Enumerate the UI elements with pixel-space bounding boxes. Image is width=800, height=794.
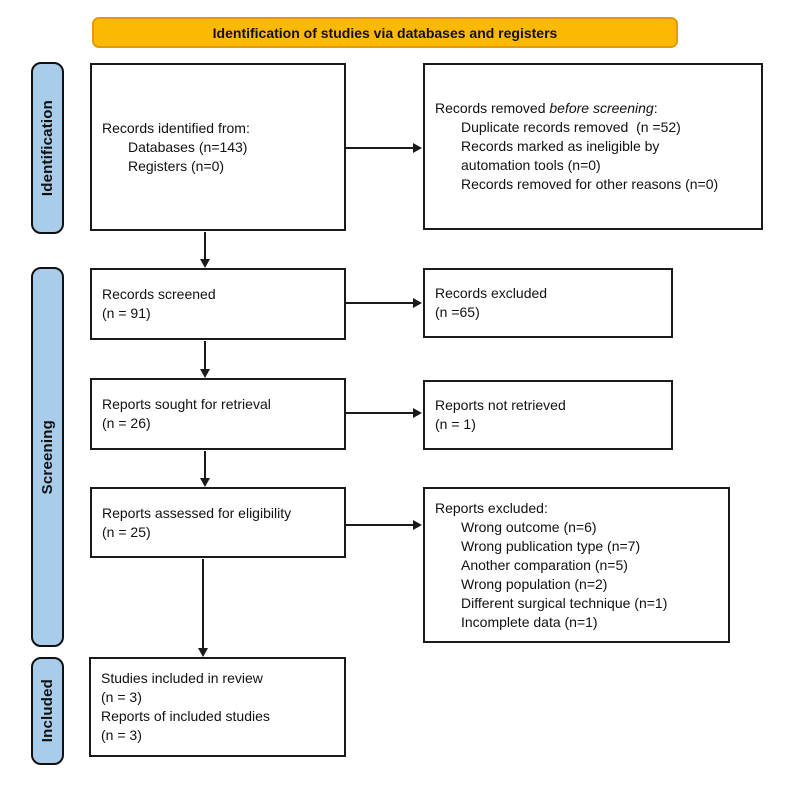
records-screened-title: Records screened (102, 286, 216, 302)
records-excluded-count: (n =65) (435, 304, 480, 320)
reports-excluded-reason-5: Different surgical technique (n=1) (461, 594, 668, 611)
reports-excluded-reason-3: Another comparation (n=5) (461, 556, 628, 573)
box-reports-not-retrieved (423, 380, 673, 450)
studies-included-count2: (n = 3) (101, 727, 142, 743)
reports-excluded-reason-6: Incomplete data (n=1) (461, 613, 598, 630)
stage-screening-label: Screening (39, 419, 56, 495)
reports-sought-title: Reports sought for retrieval (102, 396, 271, 412)
records-removed-title-italic: before screening (549, 100, 654, 116)
box-records-screened (90, 268, 346, 340)
banner-identification-via-databases (92, 17, 678, 48)
arrow-screened-to-excluded (346, 302, 414, 304)
banner-label: Identification of studies via databases and registers (212, 24, 558, 41)
arrow-sought-to-assessed (204, 451, 206, 479)
stage-identification (31, 62, 64, 234)
records-removed-automation-line2: automation tools (n=0) (461, 157, 601, 173)
stage-included (31, 657, 64, 765)
box-reports-assessed (90, 487, 346, 558)
studies-included-line3: Reports of included studies (101, 708, 270, 724)
records-removed-automation-line1: Records marked as ineligible by (461, 138, 660, 154)
reports-assessed-count: (n = 25) (102, 523, 151, 540)
box-reports-excluded (423, 487, 730, 643)
stage-screening (31, 267, 64, 647)
records-removed-duplicates: Duplicate records removed (n =52) (461, 119, 681, 135)
records-removed-title (435, 99, 753, 118)
records-removed-title-prefix: Records removed (435, 100, 550, 116)
reports-assessed-title: Reports assessed for eligibility (102, 504, 292, 521)
records-identified-title: Records identified from: (102, 119, 250, 136)
records-excluded-title: Records excluded (435, 285, 548, 301)
box-records-identified (90, 63, 346, 231)
box-reports-sought (90, 378, 346, 450)
reports-not-retrieved-count: (n = 1) (435, 416, 476, 432)
arrow-screened-to-sought (204, 341, 206, 370)
studies-included-count1: (n = 3) (101, 689, 142, 705)
arrow-assessed-to-excluded (346, 524, 414, 526)
box-studies-included (89, 657, 346, 757)
records-identified-registers: Registers (n=0) (128, 157, 225, 174)
studies-included-line1: Studies included in review (101, 670, 263, 686)
arrow-assessed-to-included (202, 559, 204, 649)
reports-excluded-title: Reports excluded: (435, 499, 548, 516)
reports-excluded-reason-2: Wrong publication type (n=7) (461, 537, 641, 554)
arrow-identified-to-removed (346, 147, 414, 149)
records-removed-other-reasons: Records removed for other reasons (n=0) (461, 176, 719, 192)
records-removed-title-suffix: : (653, 100, 658, 116)
reports-excluded-reason-4: Wrong population (n=2) (461, 575, 608, 592)
records-identified-databases: Databases (n=143) (128, 138, 248, 155)
arrow-identified-to-screened (204, 232, 206, 260)
reports-not-retrieved-title: Reports not retrieved (435, 397, 566, 413)
reports-excluded-reason-1: Wrong outcome (n=6) (461, 518, 597, 535)
arrow-sought-to-not-retrieved (346, 412, 414, 414)
stage-identification-label: Identification (39, 99, 56, 197)
box-records-excluded (423, 268, 673, 338)
stage-included-label: Included (39, 679, 56, 743)
reports-sought-count: (n = 26) (102, 415, 151, 431)
box-records-removed (423, 63, 763, 230)
records-screened-count: (n = 91) (102, 305, 151, 321)
